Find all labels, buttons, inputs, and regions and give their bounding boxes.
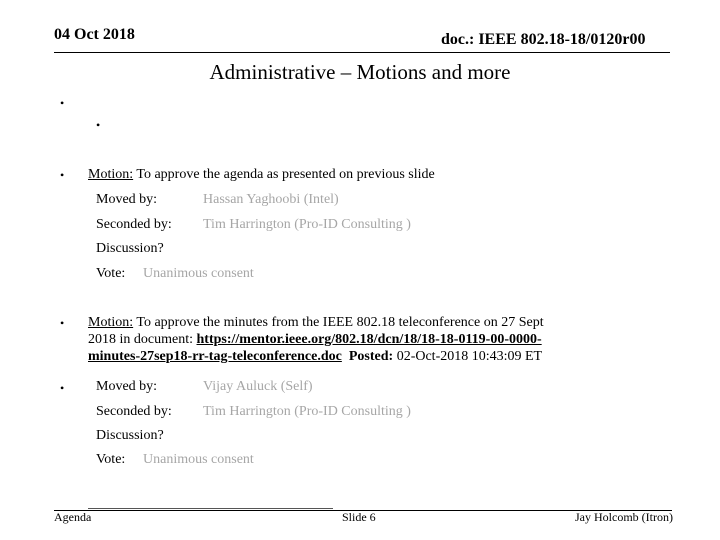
empty-sub-bullet: • (96, 118, 101, 132)
header-date: 04 Oct 2018 (54, 26, 135, 43)
footer-left: Agenda (54, 510, 92, 524)
motion2-vote-value: Unanimous consent (143, 452, 254, 467)
motion2-seconded-by-label: Seconded by: (96, 404, 172, 419)
motion2-line2 (88, 331, 542, 348)
footer-accent-rule (88, 508, 333, 509)
motion1-seconded-by-label: Seconded by: (96, 217, 172, 232)
motion1-vote-label: Vote: (96, 266, 126, 281)
footer-author: Jay Holcomb (Itron) (575, 510, 673, 524)
page-title: Administrative – Motions and more (209, 60, 511, 84)
motion2-label: Motion: (88, 315, 134, 330)
motion2-seconded-by-value: Tim Harrington (Pro-ID Consulting ) (203, 404, 411, 419)
motion2-moved-by-value: Vijay Auluck (Self) (203, 379, 313, 394)
motion2-text-line2-prefix: 2018 in document: (88, 332, 197, 347)
motion1-bullet: • (60, 168, 65, 182)
motion2-bullet: • (60, 316, 65, 330)
header-rule (54, 52, 670, 53)
motion1-line (88, 166, 435, 183)
motion1-text: To approve the agenda as presented on previous slide (133, 167, 435, 182)
motion1-seconded-by-value: Tim Harrington (Pro-ID Consulting ) (203, 217, 411, 232)
motion2-line3 (88, 348, 542, 365)
motion1-moved-by-value: Hassan Yaghoobi (Intel) (203, 192, 339, 207)
motion2-moved-by-label: Moved by: (96, 379, 158, 394)
motion2-vote-label: Vote: (96, 452, 126, 467)
motion2-votes-bullet: • (60, 381, 65, 395)
posted-value: 02-Oct-2018 10:43:09 ET (393, 349, 543, 364)
header-doc-id: doc.: IEEE 802.18-18/0120r00 (441, 31, 646, 48)
motion1-moved-by-label: Moved by: (96, 192, 158, 207)
minutes-document-link-cont[interactable]: minutes-27sep18-rr-tag-teleconference.doc (88, 349, 342, 364)
motion1-discussion-label: Discussion? (96, 241, 164, 256)
posted-label: Posted: (348, 349, 394, 364)
motion1-vote-value: Unanimous consent (143, 266, 254, 281)
motion2-discussion-label: Discussion? (96, 428, 164, 443)
motion2-line1 (88, 314, 544, 331)
motion2-text-line1: To approve the minutes from the IEEE 802.18 teleconference on 27 Sept (133, 315, 544, 330)
minutes-document-link[interactable]: https://mentor.ieee.org/802.18/dcn/18/18-18-0119-00-0000- (196, 332, 542, 347)
footer-slide-number: Slide 6 (342, 510, 376, 524)
motion1-label: Motion: (88, 167, 134, 182)
empty-bullet: • (60, 96, 65, 110)
